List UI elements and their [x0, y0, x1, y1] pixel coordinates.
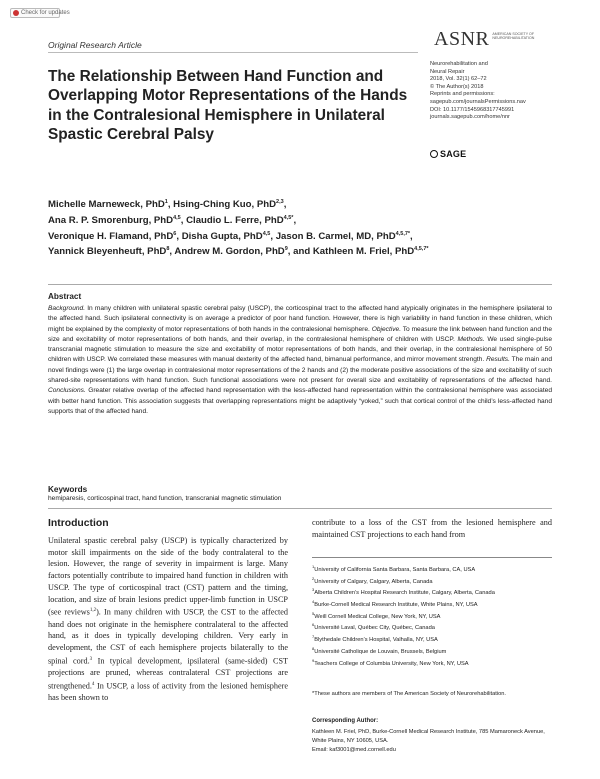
- asnr-logo: [434, 29, 538, 49]
- author-affiliation-mark: 9: [284, 246, 288, 253]
- asnr-membership-note: *These authors are members of The American Society of Neurorehabilitation.: [312, 691, 506, 697]
- header-divider: [48, 52, 418, 53]
- author-name: Ana R. P. Smorenburg, PhD: [48, 214, 174, 226]
- author-name: Andrew M. Gordon, PhD: [174, 246, 285, 258]
- journal-meta-line: DOI: 10.1177/1545968317745991: [430, 106, 515, 113]
- abstract-section-label: Results.: [486, 356, 510, 364]
- author-name: Kathleen M. Friel, PhD: [312, 246, 415, 258]
- author-affiliation-mark: 4,5,7*: [395, 230, 411, 237]
- affiliation-text: Blythedale Children’s Hospital, Valhalla, NY, USA: [314, 637, 438, 644]
- affiliation-number: 8: [312, 645, 315, 651]
- affiliation-item: [312, 645, 562, 657]
- introduction-text: Unilateral spastic cerebral palsy (USCP) is typically characterized by motor skill impairments on the side of the body contralateral to the lesion. However, the range of severity in impairment is large. Many factors potentially contribute to impaired hand function in children with USCP. The type of corticospinal tract (CST) pattern and the timing, location, and size of brain lesions predict upper-limb function in USCP (see reviews: [48, 536, 288, 617]
- affiliation-text: Burke-Cornell Medical Research Institute, White Plains, NY, USA: [314, 601, 478, 608]
- abstract-divider-bottom: [48, 508, 552, 509]
- author-separator: ,: [180, 214, 187, 226]
- badge-label: Check for updates: [21, 10, 70, 16]
- affiliation-list: [312, 563, 562, 668]
- abstract-heading: Abstract: [48, 292, 82, 301]
- journal-meta-line: 2018, Vol. 32(1) 62–72: [430, 76, 487, 83]
- affiliation-text: Alberta Children’s Hospital Research Institute, Calgary, Alberta, Canada: [314, 590, 495, 597]
- introduction-text: ). In many children with USCP, the CST to the affected hand does not originate in the hemisphere contralateral to the affected hand, as it does in typically developing children. Very early in development, the CST of each hemisphere projects bilaterally to the spinal cord.: [48, 607, 288, 666]
- journal-meta-line: Neural Repair: [430, 68, 465, 75]
- affiliation-item: [312, 621, 562, 633]
- affiliation-item: [312, 610, 562, 622]
- journal-meta: [430, 61, 580, 122]
- author-name: Yannick Bleyenheuft, PhD: [48, 246, 167, 258]
- corresponding-author-details: [312, 728, 557, 754]
- affiliation-text: University of California Santa Barbara, Santa Barbara, CA, USA: [314, 566, 476, 573]
- introduction-text: In typical development, ipsilateral (same-sided) CST projections are pruned, whereas contralateral CST projections are strengthened.: [48, 656, 288, 691]
- author-name: Claudio L. Ferre, PhD: [186, 214, 284, 226]
- sage-logo: [430, 149, 466, 159]
- introduction-text: In USCP, a loss of activity from the lesioned hemisphere has been shown to: [48, 681, 288, 703]
- keywords-text: hemiparesis, corticospinal tract, hand function, transcranial magnetic stimulation: [48, 495, 282, 502]
- affiliation-number: 5: [312, 610, 315, 616]
- abstract-section-text: We used single-pulse transcranial magnetic stimulation to measure the size and excitability of motor representations of both hands, and their overlap, in the contralesional hemisphere of 50 children with USCP. We correlated these measures with manual dexterity of the affected hand, bimanual performance, and mirror movement strength.: [48, 335, 552, 364]
- affiliation-text: Université Laval, Québec City, Québec, Canada: [314, 625, 435, 632]
- introduction-right-column: contribute to a loss of the CST from the lesioned hemisphere and maintained CST projections to each hand from: [312, 518, 552, 539]
- abstract-section-text: To measure the link between hand function and the size and excitability of motor representations of both hands, and their overlap, in the contralesional hemisphere of children with USCP.: [48, 325, 552, 343]
- affiliation-item: [312, 598, 562, 610]
- affiliation-item: [312, 586, 562, 598]
- author-name: Michelle Marneweck, PhD: [48, 199, 165, 211]
- abstract-divider-top: [48, 284, 552, 285]
- affiliation-number: 1: [312, 564, 315, 569]
- citation-mark: 3: [89, 656, 93, 662]
- affiliation-item: [312, 563, 562, 575]
- citation-mark: 1,2: [89, 608, 97, 614]
- author-separator: ,: [167, 199, 174, 211]
- author-affiliation-mark: 4,5,7*: [414, 246, 429, 253]
- update-icon: [13, 10, 19, 16]
- corresponding-author-address: Kathleen M. Friel, PhD, Burke-Cornell Medical Research Institute, 785 Mamaroneck Avenue, White Plains, NY 10605, USA.: [312, 729, 545, 744]
- author-name: Veronique H. Flamand, PhD: [48, 230, 174, 242]
- article-type: Original Research Article: [48, 40, 142, 50]
- footnote-divider: [312, 557, 552, 558]
- author-separator: ,: [293, 214, 297, 226]
- abstract-section-label: Conclusions.: [48, 387, 86, 395]
- sage-logo-text: SAGE: [440, 149, 467, 159]
- corresponding-author-heading: Corresponding Author:: [312, 718, 379, 724]
- author-affiliation-mark: 4,5: [262, 230, 271, 237]
- affiliation-text: Université Catholique de Louvain, Brussels, Belgium: [314, 648, 447, 655]
- author-affiliation-mark: 1: [164, 199, 168, 205]
- author-affiliation-mark: 4,5*: [283, 214, 294, 221]
- journal-meta-line: © The Author(s) 2018: [430, 83, 484, 90]
- check-for-updates-badge[interactable]: [10, 8, 70, 18]
- journal-meta-line: Reprints and permissions:: [430, 91, 495, 98]
- journal-meta-line: sagepub.com/journalsPermissions.nav: [430, 98, 526, 105]
- author-affiliation-mark: 6: [173, 230, 177, 237]
- corresponding-author-email[interactable]: Email: kaf3001@med.cornell.edu: [312, 746, 396, 753]
- affiliation-number: 4: [312, 599, 315, 605]
- abstract-section-label: Objective.: [371, 325, 402, 333]
- keywords-heading: Keywords: [48, 485, 88, 494]
- affiliation-item: [312, 657, 562, 669]
- affiliation-item: [312, 633, 562, 645]
- asnr-logo-tagline: AMERICAN SOCIETY OF NEUROREHABILITATION: [492, 32, 535, 41]
- citation-mark: 4: [91, 681, 95, 687]
- journal-meta-line: Neurorehabilitation and: [430, 61, 488, 67]
- affiliation-text: Weill Cornell Medical College, New York, NY, USA: [314, 613, 441, 620]
- affiliation-item: [312, 575, 562, 587]
- affiliation-number: 2: [312, 575, 315, 581]
- affiliation-number: 6: [312, 622, 315, 628]
- author-separator: , and: [287, 246, 313, 258]
- author-separator: ,: [176, 230, 182, 242]
- author-name: Hsing-Ching Kuo, PhD: [173, 199, 277, 211]
- author-affiliation-mark: 2,3: [276, 199, 284, 205]
- abstract-body: [48, 304, 552, 417]
- affiliation-number: 7: [312, 634, 315, 640]
- abstract-section-label: Background.: [48, 305, 86, 312]
- affiliation-number: 9: [312, 657, 315, 663]
- affiliation-number: 3: [312, 587, 315, 593]
- author-list: [48, 196, 568, 259]
- sage-logo-icon: [430, 150, 438, 158]
- affiliation-text: Teachers College of Columbia University, New York, NY, USA: [314, 660, 469, 667]
- article-title: The Relationship Between Hand Function and Overlapping Motor Representations of the Hands in the Contralesional Hemisphere in Unilateral Spastic Cerebral Palsy: [48, 68, 408, 144]
- affiliation-text: University of Calgary, Calgary, Alberta, Canada: [314, 578, 433, 585]
- abstract-section-label: Methods.: [457, 335, 485, 343]
- abstract-section-text: The main and novel findings were (1) the large overlap in contralesional motor representations of the 2 hands and (2) the moderate positive associations of the size and excitability of such shared-site representations with hand function. Such functional associations were not present for overall size and excitability of representations of the affected hand.: [48, 356, 552, 385]
- author-separator: ,: [270, 230, 276, 242]
- abstract-section-text: In many children with unilateral spastic cerebral palsy (USCP), the corticospinal tract to the affected hand atypically originates in the hemisphere ipsilateral to the affected hand. Such ipsilateral connectivity is on average a predictor of poor hand function. However, there is high variability in hand function in these children, which might be explained by the complexity of motor representations of both hands in the contralesional hemisphere.: [48, 305, 552, 333]
- author-name: Jason B. Carmel, MD, PhD: [275, 230, 396, 242]
- author-separator: ,: [169, 246, 175, 258]
- introduction-heading: Introduction: [48, 518, 109, 529]
- author-separator: ,: [410, 230, 413, 242]
- asnr-logo-text: ASNR: [434, 28, 490, 50]
- abstract-section-text: Greater relative overlap of the affected hand representation with the less-affected hand representation within the contralesional hemisphere was associated with better hand function. This association suggests that overlapping representations might be adaptively “yoked,” such that cortical control of the child’s less-affected hand supports that of the affected hand.: [48, 387, 552, 415]
- journal-meta-line: journals.sagepub.com/home/nnr: [430, 114, 510, 121]
- author-affiliation-mark: 8: [166, 246, 170, 253]
- author-name: Disha Gupta, PhD: [181, 230, 263, 242]
- introduction-left-column: [48, 535, 288, 704]
- author-separator: ,: [283, 199, 287, 211]
- author-affiliation-mark: 4,5: [173, 214, 181, 221]
